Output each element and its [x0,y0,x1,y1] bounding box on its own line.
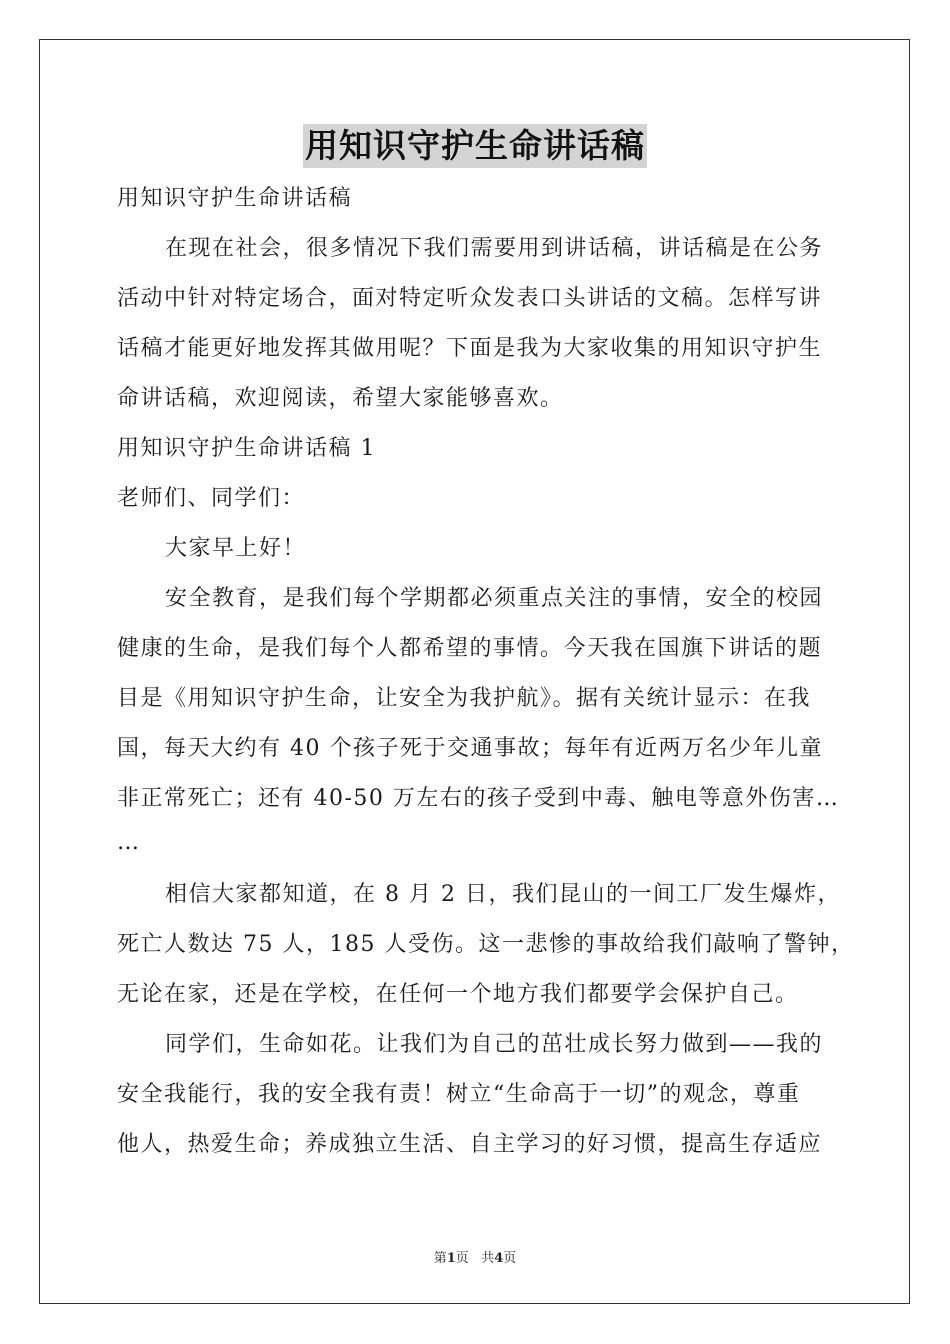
document-title-text: 用知识守护生命讲话稿 [303,124,647,168]
paragraph-line: 国，每天大约有 40 个孩子死于交通事故；每年有近两万名少年儿童 [117,736,823,761]
section-heading: 用知识守护生命讲话稿 1 [117,436,376,461]
paragraph-line: 安全我能行，我的安全我有责！树立“生命高于一切”的观念，尊重 [117,1082,801,1107]
total-pages-number: 4 [494,1251,504,1266]
total-prefix: 共 [481,1251,495,1266]
page-suffix: 页 [455,1251,469,1266]
total-suffix: 页 [503,1251,517,1266]
paragraph-line: 死亡人数达 75 人，185 人受伤。这一悲惨的事故给我们敲响了警钟， [117,932,855,957]
paragraph-line: 话稿才能更好地发挥其做用呢？下面是我为大家收集的用知识守护生 [117,336,823,361]
page-footer [0,1247,950,1266]
paragraph-line: 他人，热爱生命；养成独立生活、自主学习的好习惯，提高生存适应 [117,1132,823,1157]
salutation-line: 老师们、同学们： [117,486,306,511]
current-page-number: 1 [446,1251,456,1266]
subtitle-line: 用知识守护生命讲话稿 [117,186,353,211]
paragraph-line: 非正常死亡；还有 40-50 万左右的孩子受到中毒、触电等意外伤害… [117,786,840,811]
paragraph-line: 目是《用知识守护生命，让安全为我护航》。据有关统计显示：在我 [117,686,812,711]
paragraph-line: 安全教育，是我们每个学期都必须重点关注的事情，安全的校园 [165,586,824,611]
paragraph-line: 在现在社会，很多情况下我们需要用到讲话稿，讲话稿是在公务 [165,236,824,261]
paragraph-line: 相信大家都知道，在 8 月 2 日，我们昆山的一间工厂发生爆炸， [165,882,841,907]
greeting-line: 大家早上好！ [165,536,307,561]
paragraph-line: … [117,830,141,855]
paragraph-line: 命讲话稿，欢迎阅读，希望大家能够喜欢。 [117,386,564,411]
page-prefix: 第 [433,1251,447,1266]
paragraph-line: 同学们，生命如花。让我们为自己的茁壮成长努力做到——我的 [165,1032,824,1057]
page-border [39,39,910,1304]
paragraph-line: 健康的生命，是我们每个人都希望的事情。今天我在国旗下讲话的题 [117,636,823,661]
paragraph-line: 无论在家，还是在学校，在任何一个地方我们都要学会保护自己。 [117,982,799,1007]
document-title [0,124,950,172]
paragraph-line: 活动中针对特定场合，面对特定听众发表口头讲话的文稿。怎样写讲 [117,286,823,311]
